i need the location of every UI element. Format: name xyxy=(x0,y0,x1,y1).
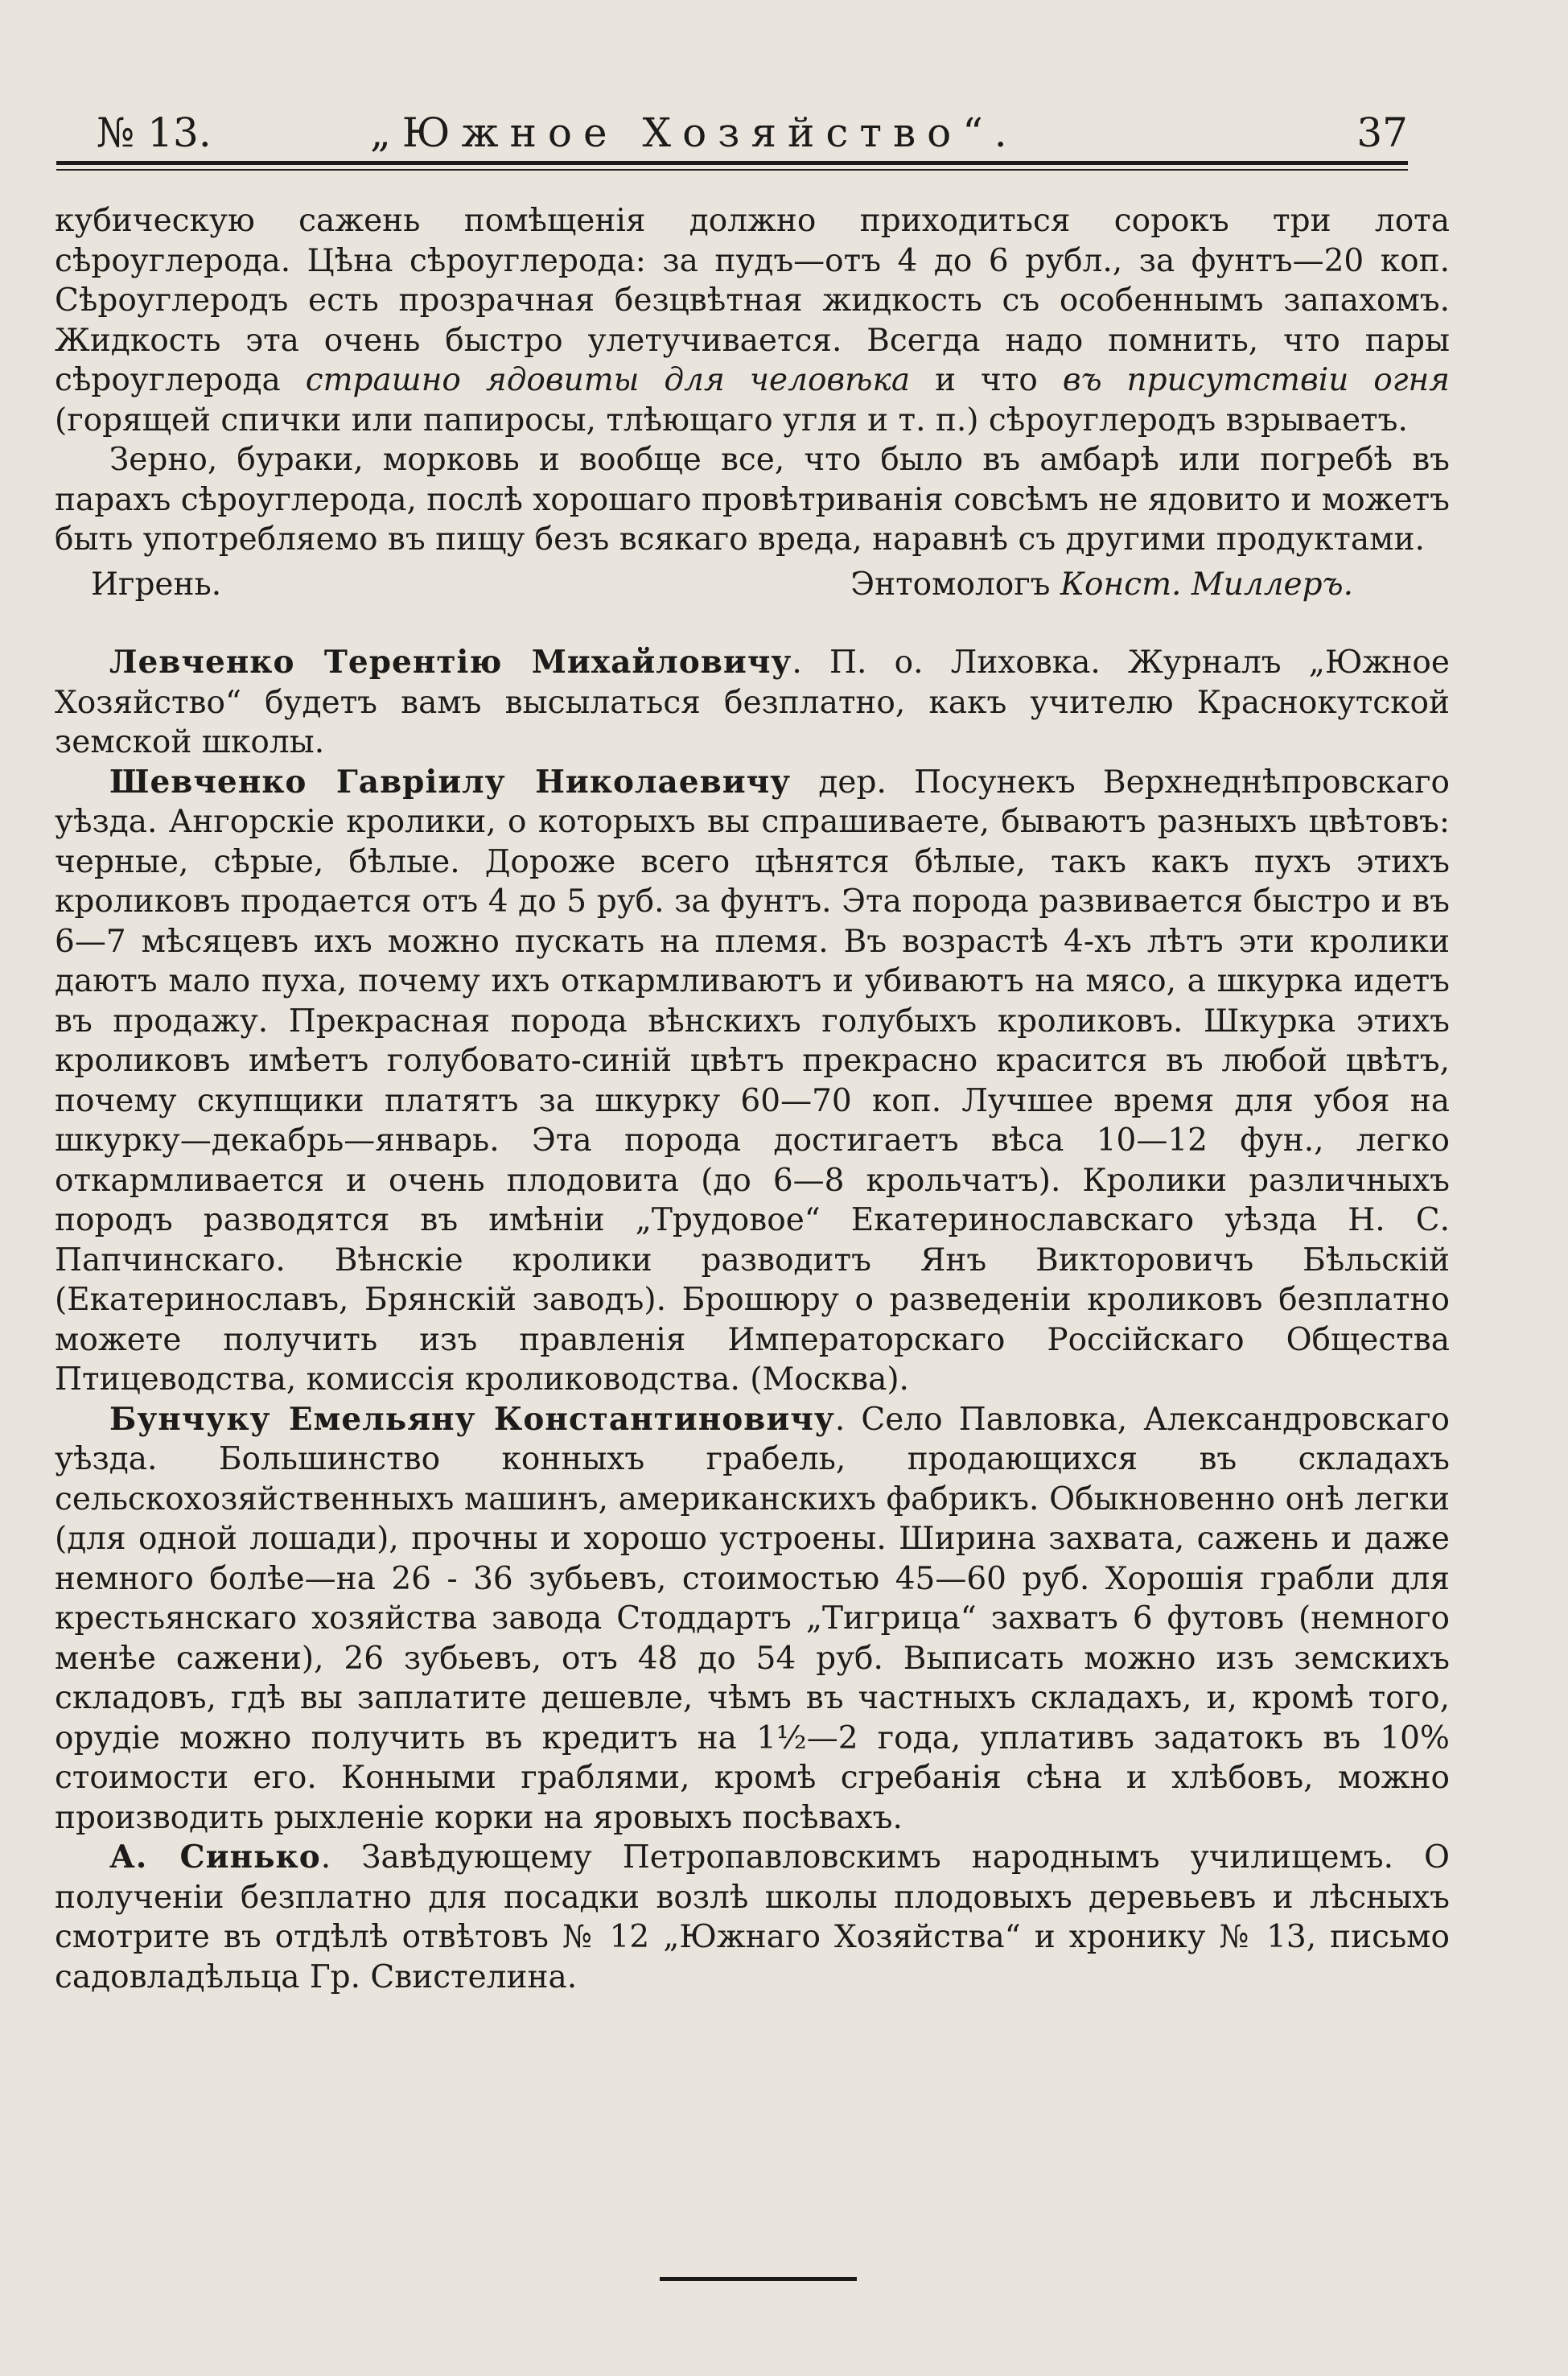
header-rule-thin xyxy=(56,169,1408,171)
page-header xyxy=(97,105,1408,161)
answer-paragraph: Шевченко Гавріилу Николаевичу дер. Посунекъ Верхнеднѣпровскаго уѣзда. Ангорскіе кролики, о которыхъ вы спрашиваете, бываютъ разныхъ цвѣтовъ: черные, сѣрые, бѣлые. Дороже всего цѣнятся бѣлые, такъ какъ пухъ этихъ кроликовъ продается отъ 4 до 5 руб. за фунтъ. Эта порода развивается быстро и въ 6—7 мѣсяцевъ ихъ можно пускать на племя. Въ возрастѣ 4-хъ лѣтъ эти кролики даютъ мало пуха, почему ихъ откармливаютъ и убиваютъ на мясо, а шкурка идетъ въ продажу. Прекрасная порода вѣнскихъ голубыхъ кроликовъ. Шкурка этихъ кроликовъ имѣетъ голубовато-синій цвѣтъ прекрасно красится въ любой цвѣтъ, почему скупщики платятъ за шкурку 60—70 коп. Лучшее время для убоя на шкурку—декабрь—январь. Эта порода достигаетъ вѣса 10—12 фун., легко откармливается и очень плодовита (до 6—8 крольчатъ). Кролики различныхъ породъ разводятся въ имѣніи „Трудовое“ Екатеринославскаго уѣзда Н. С. Папчинскаго. Вѣнскіе кролики разводитъ Янъ Викторовичъ Бѣльскій (Екатеринославъ, Брянскій заводъ). Брошюру о разведеніи кроликовъ безплатно можете получить изъ правленія Императорскаго Россійскаго Общества Птицеводства, комиссія кролиководства. (Москва). xyxy=(55,763,1450,1398)
answer-paragraph: А. Синько. Завѣдующему Петропавловскимъ народнымъ училищемъ. О полученіи безплатно для посадки возлѣ школы плодовыхъ деревьевъ и лѣсныхъ смотрите въ отдѣлѣ отвѣтовъ № 12 „Южнаго Хозяйства“ и хронику № 13, письмо садовладѣльца Гр. Свистелина. xyxy=(55,1839,1451,1995)
answer-paragraph: Бунчуку Емельяну Константиновичу. Село Павловка, Александровскаго уѣзда. Большинство конныхъ грабель, продающихся въ складахъ сельскохозяйственныхъ машинъ, американскихъ фабрикъ. Обыкновенно онѣ легки (для одной лошади), прочны и хорошо устроены. Ширина захвата, сажень и даже немного болѣе—на 26 - 36 зубьевъ, стоимостью 45—60 руб. Хорошія грабли для крестьянскаго хозяйства завода Стоддартъ „Тигрица“ захватъ 6 футовъ (немного менѣе сажени), 26 зубьевъ, отъ 48 до 54 руб. Выписать можно изъ земскихъ складовъ, гдѣ вы заплатите дешевле, чѣмъ въ частныхъ складахъ, и, кромѣ того, орудіе можно получить въ кредитъ на 1½—2 года, уплативъ задатокъ въ 10% стоимости его. Конными граблями, кромѣ сгребанія сѣна и хлѣбовъ, можно производить рыхленіе корки на яровыхъ посѣвахъ. xyxy=(55,1400,1450,1836)
continuation-paragraph-2: Зерно, бураки, морковь и вообще все, что было въ амбарѣ или погребѣ въ парахъ сѣроуглерода, послѣ хорошаго провѣтриванія совсѣмъ не ядовито и можетъ быть употребляемо въ пищу безъ всякаго вреда, наравнѣ съ другими продуктами. xyxy=(55,442,1450,558)
addressee-name: Левченко Терентію Михайловичу xyxy=(109,644,792,681)
signature-line xyxy=(55,565,1450,605)
signature-place: Игрень. xyxy=(91,566,222,603)
addressee-name: Бунчуку Емельяну Константиновичу xyxy=(109,1400,835,1438)
continuation-paragraph: кубическую сажень помѣщенія должно приходиться сорокъ три лота сѣроуглерода. Цѣна сѣроуглерода: за пудъ—отъ 4 до 6 рубл., за фунтъ—20 коп. Сѣроуглеродъ есть прозрачная безцвѣтная жидкость съ особеннымъ запахомъ. Жидкость эта очень быстро улетучивается. Всегда надо помнить, что пары сѣроуглерода страшно ядовиты для человѣка и что въ присутствіи огня (горящей спички или папиросы, тлѣющаго угля и т. п.) сѣроуглеродъ взрываетъ. xyxy=(55,203,1450,439)
emphasis-poisonous: страшно ядовиты для человѣка xyxy=(305,362,911,398)
article-body xyxy=(55,201,1450,1997)
addressee-name: А. Синько xyxy=(109,1839,321,1876)
end-rule xyxy=(660,2277,857,2281)
signature-author: Энтомологъ Конст. Миллеръ. xyxy=(850,566,1353,603)
emphasis-fire: въ присутствіи огня xyxy=(1062,362,1450,398)
page-number: 37 xyxy=(1356,109,1408,156)
addressee-name: Шевченко Гавріилу Николаевичу xyxy=(109,763,792,801)
answer-paragraph: Левченко Терентію Михайловичу. П. о. Лиховка. Журналъ „Южное Хозяйство“ будетъ вамъ высылаться безплатно, какъ учителю Краснокутской земской школы. xyxy=(55,644,1450,760)
header-rule-thick xyxy=(56,161,1408,165)
issue-number: № 13. xyxy=(97,109,212,156)
journal-title: „Южное Хозяйство“. xyxy=(370,109,1019,156)
